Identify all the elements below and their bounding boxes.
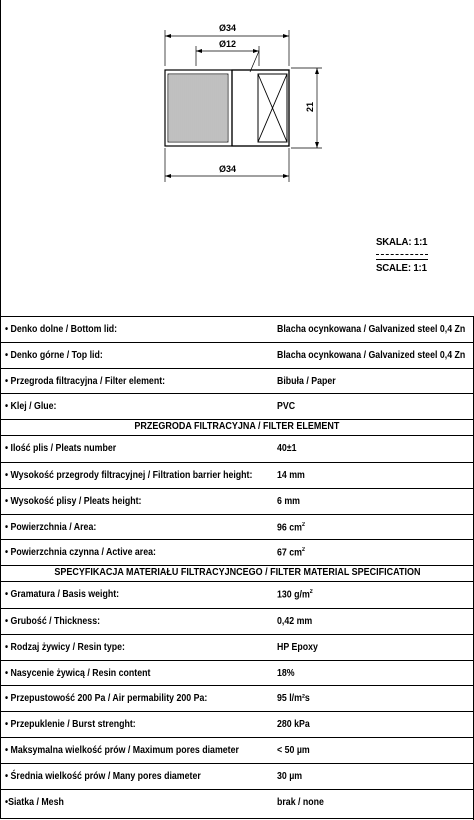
spec-value-text: 18%	[277, 667, 295, 679]
spec-value	[277, 642, 318, 653]
scale-label-pl: SKALA: 1:1	[376, 236, 428, 248]
spec-label: • Klej / Glue:	[5, 401, 57, 413]
spec-row	[0, 368, 474, 394]
spec-value	[277, 719, 310, 730]
spec-row	[0, 436, 474, 462]
spec-row	[0, 393, 474, 419]
spec-value-text: 30 µm	[277, 770, 303, 782]
spec-value-text: < 50 µm	[277, 744, 310, 756]
spec-label: • Denko górne / Top lid:	[5, 349, 103, 361]
dim-label-outer-top: Ø34	[219, 23, 237, 33]
spec-value-text: Bibuła / Paper	[277, 375, 336, 387]
spec-row	[0, 316, 474, 342]
spec-value	[277, 522, 305, 533]
spec-value-text: 67 cm	[277, 547, 302, 559]
specification-table	[0, 316, 474, 814]
spec-label: • Rodzaj żywicy / Resin type:	[5, 641, 125, 653]
filter-material-section	[0, 582, 474, 814]
spec-row	[0, 462, 474, 488]
spec-value-text: 130 g/m	[277, 589, 310, 601]
spec-row	[0, 660, 474, 686]
spec-row	[0, 737, 474, 763]
spec-value-text: brak / none	[277, 796, 324, 808]
spec-value-text: 0,42 mm	[277, 615, 313, 627]
spec-row	[0, 582, 474, 608]
spec-label: • Wysokość plisy / Pleats height:	[5, 495, 142, 507]
spec-value-superscript: 2	[301, 521, 305, 528]
scale-label-en: SCALE: 1:1	[376, 262, 427, 274]
spec-value-text: HP Epoxy	[277, 641, 318, 653]
spec-label: • Denko dolne / Bottom lid:	[5, 324, 118, 335]
spec-label: • Przepustowość 200 Pa / Air permability 200 Pa:	[5, 693, 208, 705]
spec-value	[277, 470, 305, 481]
spec-value-text: 280 kPa	[277, 719, 310, 731]
spec-value	[277, 616, 312, 627]
spec-row	[0, 488, 474, 514]
spec-label: • Średnia wielkość prów / Many pores diameter	[5, 770, 201, 782]
spec-label: • Powierzchnia czynna / Active area:	[5, 547, 156, 559]
spec-value-text: PVC	[277, 401, 296, 413]
spec-value	[277, 589, 313, 600]
spec-row	[0, 539, 474, 565]
spec-label: • Ilość plis / Pleats number	[5, 443, 117, 455]
spec-value	[277, 376, 336, 387]
spec-value	[277, 401, 295, 412]
spec-value	[277, 771, 302, 782]
spec-value-text: 40±1	[277, 443, 297, 455]
spec-row	[0, 789, 474, 815]
materials-section	[0, 316, 474, 419]
spec-value	[277, 797, 324, 808]
filter-element-section	[0, 436, 474, 565]
spec-value	[277, 350, 465, 361]
spec-label: • Powierzchnia / Area:	[5, 521, 97, 533]
spec-row	[0, 685, 474, 711]
dim-label-inner: Ø12	[219, 39, 237, 49]
scale-divider	[376, 259, 428, 260]
filter-material-header: SPECYFIKACJA MATERIAŁU FILTRACYJNCEGO / FILTER MATERIAL SPECIFICATION	[0, 565, 474, 582]
scale-divider-dashed	[376, 254, 428, 255]
spec-value-text: Blacha ocynkowana / Galvanized steel 0,4 Zn	[277, 349, 466, 361]
spec-label: • Przegroda filtracyjna / Filter element:	[5, 375, 166, 387]
dim-label-outer-bottom: Ø34	[219, 164, 237, 174]
spec-value-text: 14 mm	[277, 469, 305, 481]
spec-value	[277, 745, 310, 756]
spec-value-superscript: 2	[309, 589, 313, 596]
spec-value-text: 96 cm	[277, 521, 302, 533]
spec-label: • Maksymalna wielkość prów / Maximum pores diameter	[5, 744, 239, 756]
spec-label: • Gramatura / Basis weight:	[5, 589, 120, 601]
spec-value-text: Blacha ocynkowana / Galvanized steel 0,4 Zn	[277, 324, 466, 335]
dim-label-height: 21	[305, 101, 315, 112]
spec-row	[0, 608, 474, 634]
spec-row	[0, 634, 474, 660]
spec-value-text: 95 l/m²s	[277, 693, 310, 705]
spec-label: • Przepuklenie / Burst strenght:	[5, 719, 136, 731]
spec-label: • Grubość / Thickness:	[5, 615, 101, 627]
spec-row	[0, 342, 474, 368]
spec-value	[277, 547, 305, 558]
spec-value	[277, 693, 310, 704]
spec-value	[277, 443, 297, 454]
filter-body	[165, 70, 289, 146]
spec-value	[277, 324, 465, 335]
spec-value	[277, 668, 295, 679]
spec-value-text: 6 mm	[277, 495, 300, 507]
spec-label: • Nasycenie żywicą / Resin content	[5, 667, 151, 679]
spec-value-superscript: 2	[301, 547, 305, 554]
spec-label: •Siatka / Mesh	[5, 796, 64, 808]
spec-row	[0, 763, 474, 789]
spec-label: • Wysokość przegrody filtracyjnej / Filtration barrier height:	[5, 469, 253, 481]
spec-value	[277, 496, 300, 507]
spec-row	[0, 514, 474, 540]
filter-element-header: PRZEGRODA FILTRACYJNA / FILTER ELEMENT	[0, 419, 474, 436]
spec-row	[0, 711, 474, 737]
